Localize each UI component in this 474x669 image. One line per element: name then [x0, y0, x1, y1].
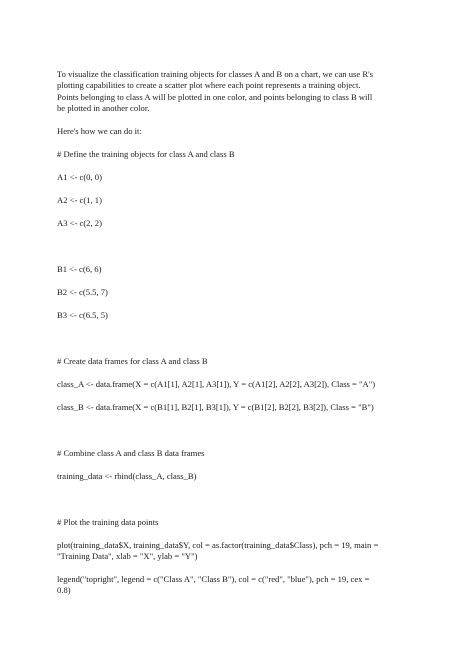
- code-a2: A2 <- c(1, 1): [57, 195, 102, 205]
- intro-line-3: Points belonging to class A will be plotted in one color, and points belonging to class B will: [57, 92, 373, 102]
- how-to-text: Here's how we can do it:: [57, 126, 142, 136]
- intro-line-1: To visualize the classification training objects for classes A and B on a chart, we can use R's: [57, 69, 373, 79]
- code-b2: B2 <- c(5.5, 7): [57, 287, 108, 297]
- code-a3: A3 <- c(2, 2): [57, 218, 102, 228]
- code-legend-line-1: legend("topright", legend = c("Class A", "Class B"), col = c("red", "blue"), pch = 19, cex =: [57, 574, 370, 584]
- code-b3: B3 <- c(6.5, 5): [57, 310, 108, 320]
- code-plot-line-2: "Training Data", xlab = "X", ylab = "Y"): [57, 551, 198, 561]
- intro-line-2: plotting capabilities to create a scatter plot where each point represents a training object.: [57, 80, 361, 90]
- code-plot-line-1: plot(training_data$X, training_data$Y, col = as.factor(training_data$Class), pch = 19, main =: [57, 540, 379, 550]
- code-class-a: class_A <- data.frame(X = c(A1[1], A2[1], A3[1]), Y = c(A1[2], A2[2], A3[2]), Class = "A"): [57, 379, 376, 389]
- code-b1: B1 <- c(6, 6): [57, 264, 102, 274]
- comment-define: # Define the training objects for class A and class B: [57, 149, 235, 159]
- code-legend-line-2: 0.8): [57, 585, 71, 595]
- comment-combine: # Combine class A and class B data frames: [57, 448, 205, 458]
- code-a1: A1 <- c(0, 0): [57, 172, 102, 182]
- comment-plot: # Plot the training data points: [57, 517, 159, 527]
- code-class-b: class_B <- data.frame(X = c(B1[1], B2[1], B3[1]), Y = c(B1[2], B2[2], B3[2]), Class = "B"): [57, 402, 374, 412]
- comment-frames: # Create data frames for class A and class B: [57, 356, 208, 366]
- code-training-data: training_data <- rbind(class_A, class_B): [57, 471, 197, 481]
- intro-line-4: be plotted in another color.: [57, 103, 150, 113]
